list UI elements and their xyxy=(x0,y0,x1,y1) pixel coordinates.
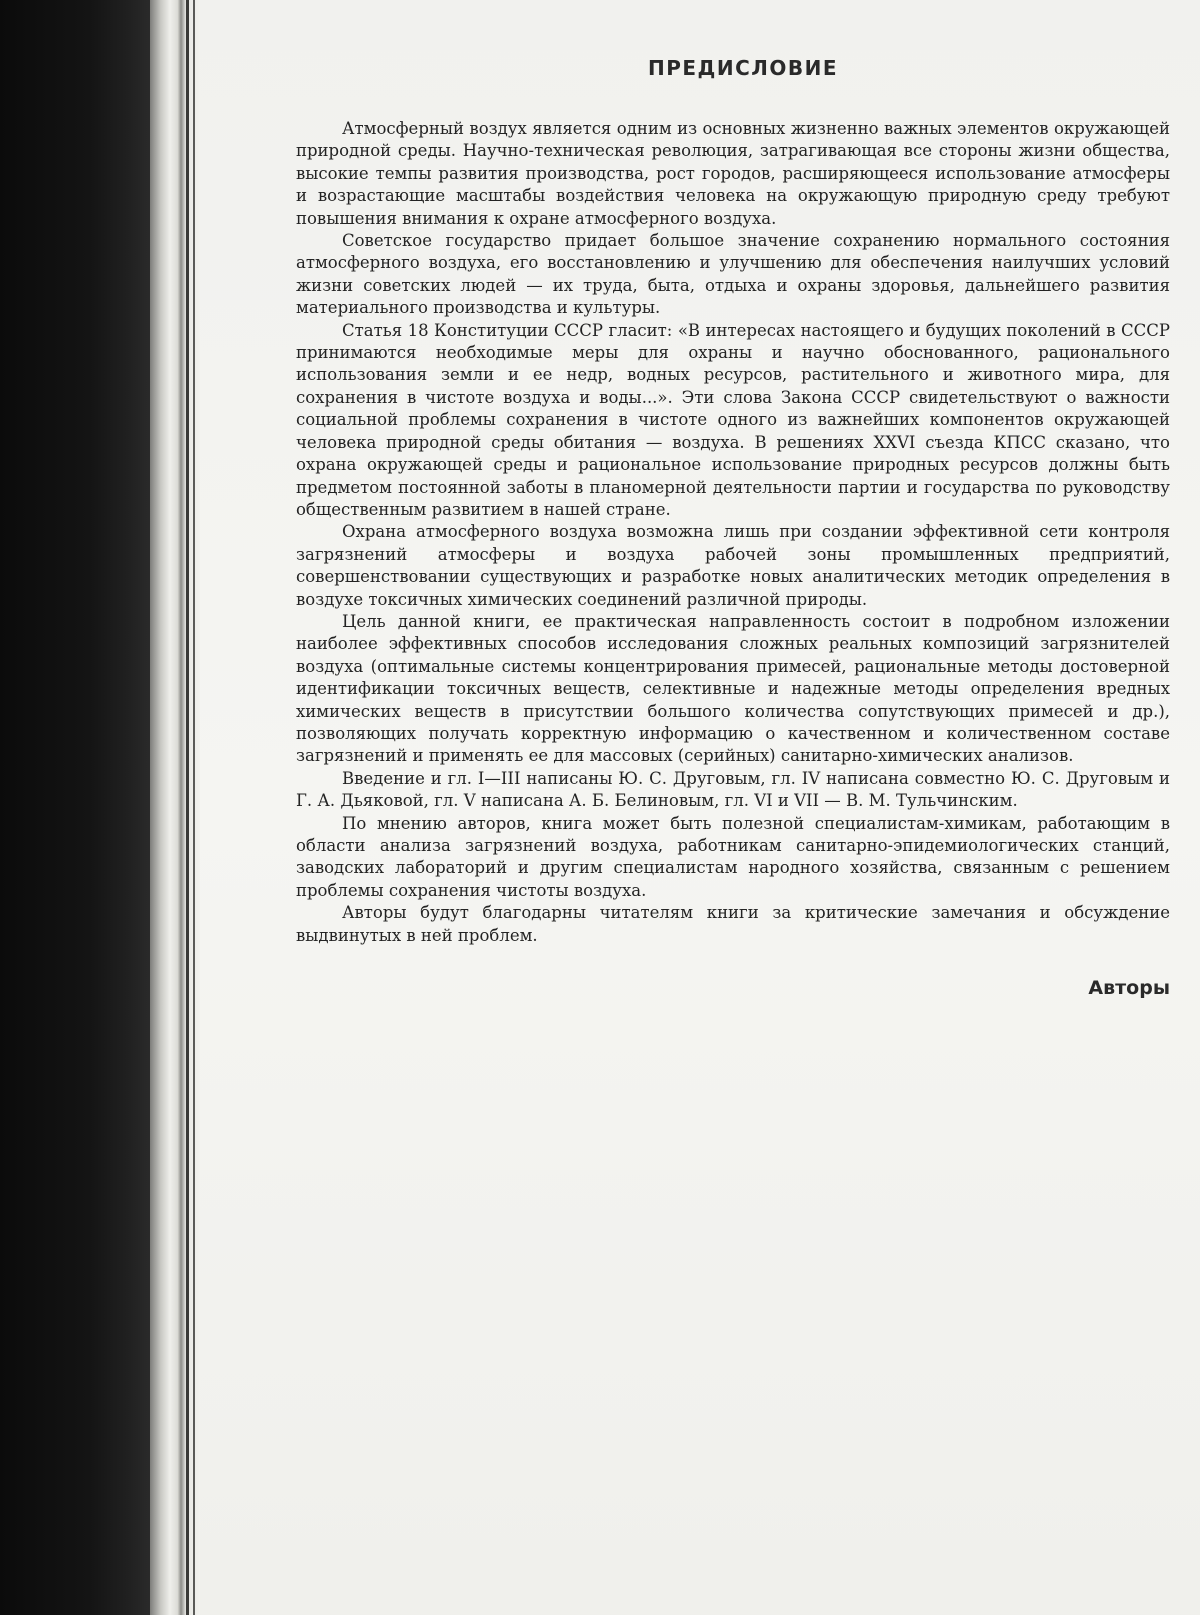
paragraph: Авторы будут благодарны читателям книги за критические замечания и обсуждение выдвинутых в ней проблем. xyxy=(296,903,1170,945)
spine-fold-line-secondary xyxy=(193,0,195,1615)
paragraph: Охрана атмосферного воздуха возможна лишь при создании эффективной сети контроля загрязнений атмосферы и воздуха рабочей зоны промышленных предприятий, совершенствовании существующих и разработке новых аналитических методик определения в воздухе токсичных химических соединений различной природы. xyxy=(296,522,1170,609)
page-content xyxy=(296,56,1170,999)
signature: Авторы xyxy=(1088,977,1170,1000)
page-title: ПРЕДИСЛОВИЕ xyxy=(647,56,839,80)
paragraph: Цель данной книги, ее практическая направленность состоит в подробном изложении наиболее эффективных способов исследования сложных реальных композиций загрязнителей воздуха (оптимальные системы концентрирования примесей, рациональные методы достоверной идентификации токсичных веществ, селективные и надежные методы определения вредных химических веществ в присутствии большого количества сопутствующих примесей и др.), позволяющих получать корректную информацию о качественном и количественном составе загрязнений и применять ее для массовых (серийных) санитарно-химических анализов. xyxy=(296,611,1170,766)
paragraph: Атмосферный воздух является одним из основных жизненно важных элементов окружающей природной среды. Научно-техническая революция, затрагивающая все стороны жизни общества, высокие темпы развития производства, рост городов, расширяющееся использование атмосферы и возрастающие масштабы воздействия человека на окружающую природную среду требуют повышения внимания к охране атмосферного воздуха. xyxy=(296,119,1170,228)
paragraph: По мнению авторов, книга может быть полезной специалистам-химикам, работающим в области анализа загрязнений воздуха, работникам санитарно-эпидемиологических станций, заводских лабораторий и другим специалистам народного хозяйства, связанным с решением проблемы сохранения чистоты воздуха. xyxy=(296,813,1170,900)
paragraph: Советское государство придает большое значение сохранению нормального состояния атмосферного воздуха, его восстановлению и улучшению для обеспечения наилучших условий жизни советских людей — их труда, быта, отдыха и охраны здоровья, дальнейшего развития материального производства и культуры. xyxy=(296,231,1170,318)
paragraph: Введение и гл. I—III написаны Ю. С. Друговым, гл. IV написана совместно Ю. С. Друговым и Г. А. Дьяковой, гл. V написана А. Б. Белиновым, гл. VI и VII — В. М. Тульчинским. xyxy=(296,768,1170,811)
body-text xyxy=(296,118,1170,947)
book-binding-shadow xyxy=(0,0,150,1615)
spine-fold-line xyxy=(186,0,189,1615)
paragraph: Статья 18 Конституции СССР гласит: «В интересах настоящего и будущих поколений в СССР принимаются необходимые меры для охраны и научно обоснованного, рационального использования земли и ее недр, водных ресурсов, растительного и животного мира, для сохранения в чистоте воздуха и воды...». Эти слова Закона СССР свидетельствуют о важности социальной проблемы сохранения в чистоте одного из важнейших компонентов окружающей человека природной среды обитания — воздуха. В решениях XXVI съезда КПСС сказано, что охрана окружающей среды и рациональное использование природных ресурсов должны быть предметом постоянной заботы в планомерной деятельности партии и государства по руководству общественным развитием в нашей стране. xyxy=(296,320,1170,519)
